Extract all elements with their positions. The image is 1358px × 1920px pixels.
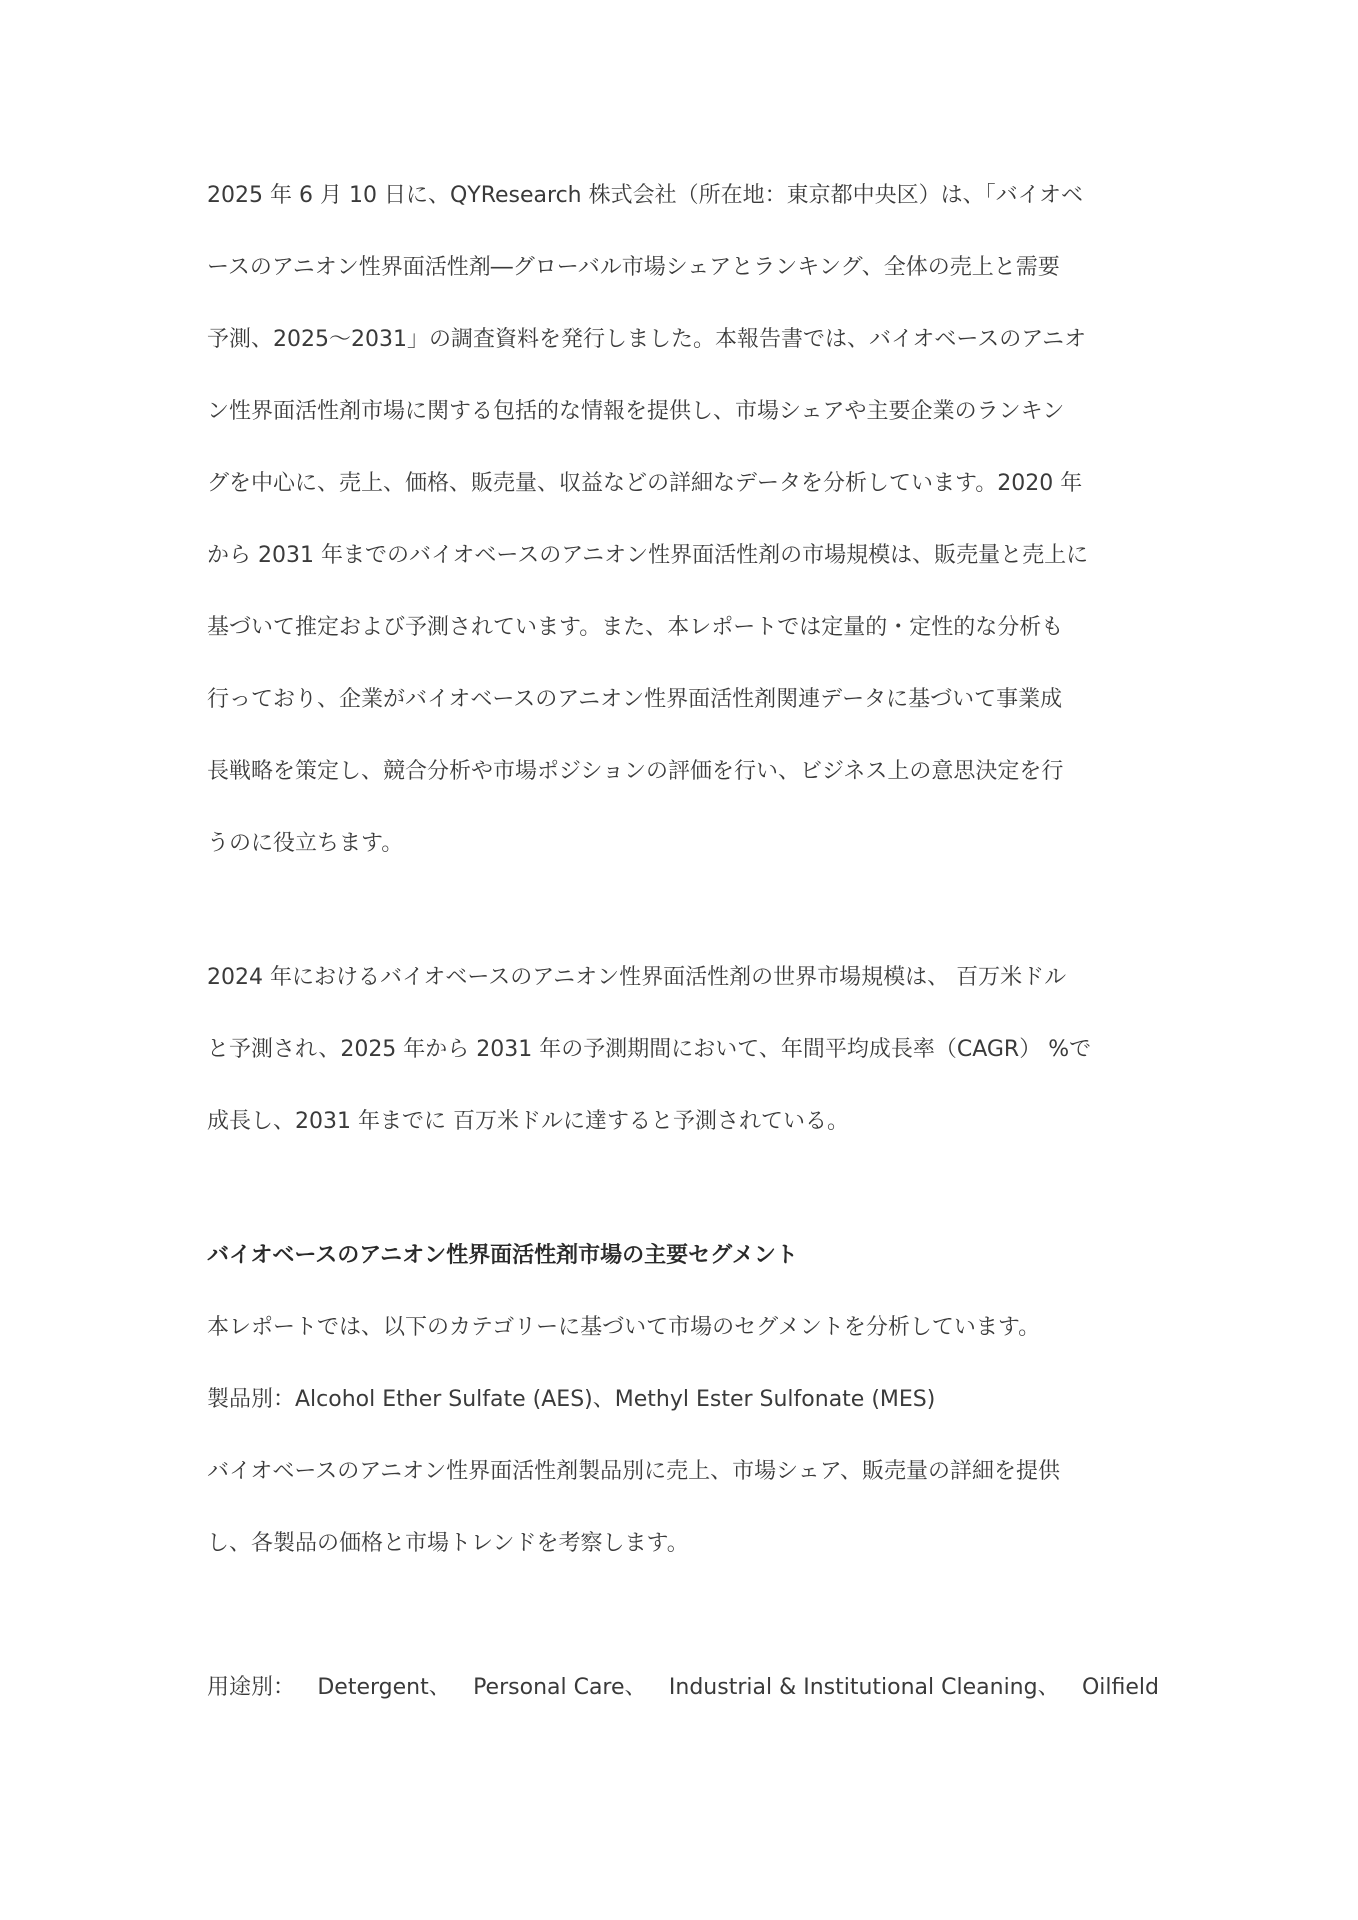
intro-line: 長戦略を策定し、競合分析や市場ポジションの評価を行い、ビジネス上の意思決定を行	[207, 759, 1064, 784]
segments-intro: 本レポートでは、以下のカテゴリーに基づいて市場のセグメントを分析しています。	[207, 1315, 1041, 1340]
intro-line: 行っており、企業がバイオベースのアニオン性界面活性剤関連データに基づいて事業成	[207, 687, 1063, 712]
application-segment-line	[207, 1652, 1159, 1724]
product-segment-line: 製品別：Alcohol Ether Sulfate (AES)、Methyl Ester Sulfonate (MES)	[207, 1387, 936, 1412]
application-item: Industrial & Institutional Cleaning、	[668, 1675, 1060, 1700]
application-label: 用途別：	[207, 1675, 296, 1700]
paragraph-spacer	[207, 880, 1159, 942]
application-item: Detergent、	[317, 1675, 451, 1700]
paragraph-spacer	[207, 1158, 1159, 1220]
intro-line: 基づいて推定および予測されています。また、本レポートでは定量的・定性的な分析も	[207, 615, 1064, 640]
intro-line: 予測、2025～2031」の調査資料を発行しました。本報告書では、バイオベースのアニオ	[207, 327, 1087, 352]
market-line: 2024 年におけるバイオベースのアニオン性界面活性剤の世界市場規模は、 百万米ドル	[207, 965, 1067, 990]
section-heading: バイオベースのアニオン性界面活性剤市場の主要セグメント	[207, 1243, 798, 1268]
application-item: Personal Care、	[473, 1675, 647, 1700]
intro-line: うのに役立ちます。	[207, 831, 404, 856]
market-line: と予測され、2025 年から 2031 年の予測期間において、年間平均成長率（CAGR） %で	[207, 1037, 1092, 1062]
intro-line: ースのアニオン性界面活性剤―グローバル市場シェアとランキング、全体の売上と需要	[207, 255, 1060, 280]
product-desc-line: バイオベースのアニオン性界面活性剤製品別に売上、市場シェア、販売量の詳細を提供	[207, 1459, 1060, 1484]
market-size-paragraph	[207, 942, 1159, 1158]
document-body	[207, 160, 1159, 1724]
intro-line: から 2031 年までのバイオベースのアニオン性界面活性剤の市場規模は、販売量と売上に	[207, 543, 1089, 568]
intro-line: ン性界面活性剤市場に関する包括的な情報を提供し、市場シェアや主要企業のランキン	[207, 399, 1065, 424]
intro-paragraph	[207, 160, 1159, 880]
intro-line: 2025 年 6 月 10 日に、QYResearch 株式会社（所在地：東京都中央区）は、「バイオベ	[207, 183, 1083, 208]
application-item: Oilfield	[1081, 1675, 1159, 1700]
segments-section	[207, 1220, 1159, 1724]
market-line: 成長し、2031 年までに 百万米ドルに達すると予測されている。	[207, 1109, 849, 1134]
intro-line: グを中心に、売上、価格、販売量、収益などの詳細なデータを分析しています。2020 年	[207, 471, 1083, 496]
product-desc-line: し、各製品の価格と市場トレンドを考察します。	[207, 1531, 689, 1556]
paragraph-spacer	[207, 1580, 1159, 1652]
